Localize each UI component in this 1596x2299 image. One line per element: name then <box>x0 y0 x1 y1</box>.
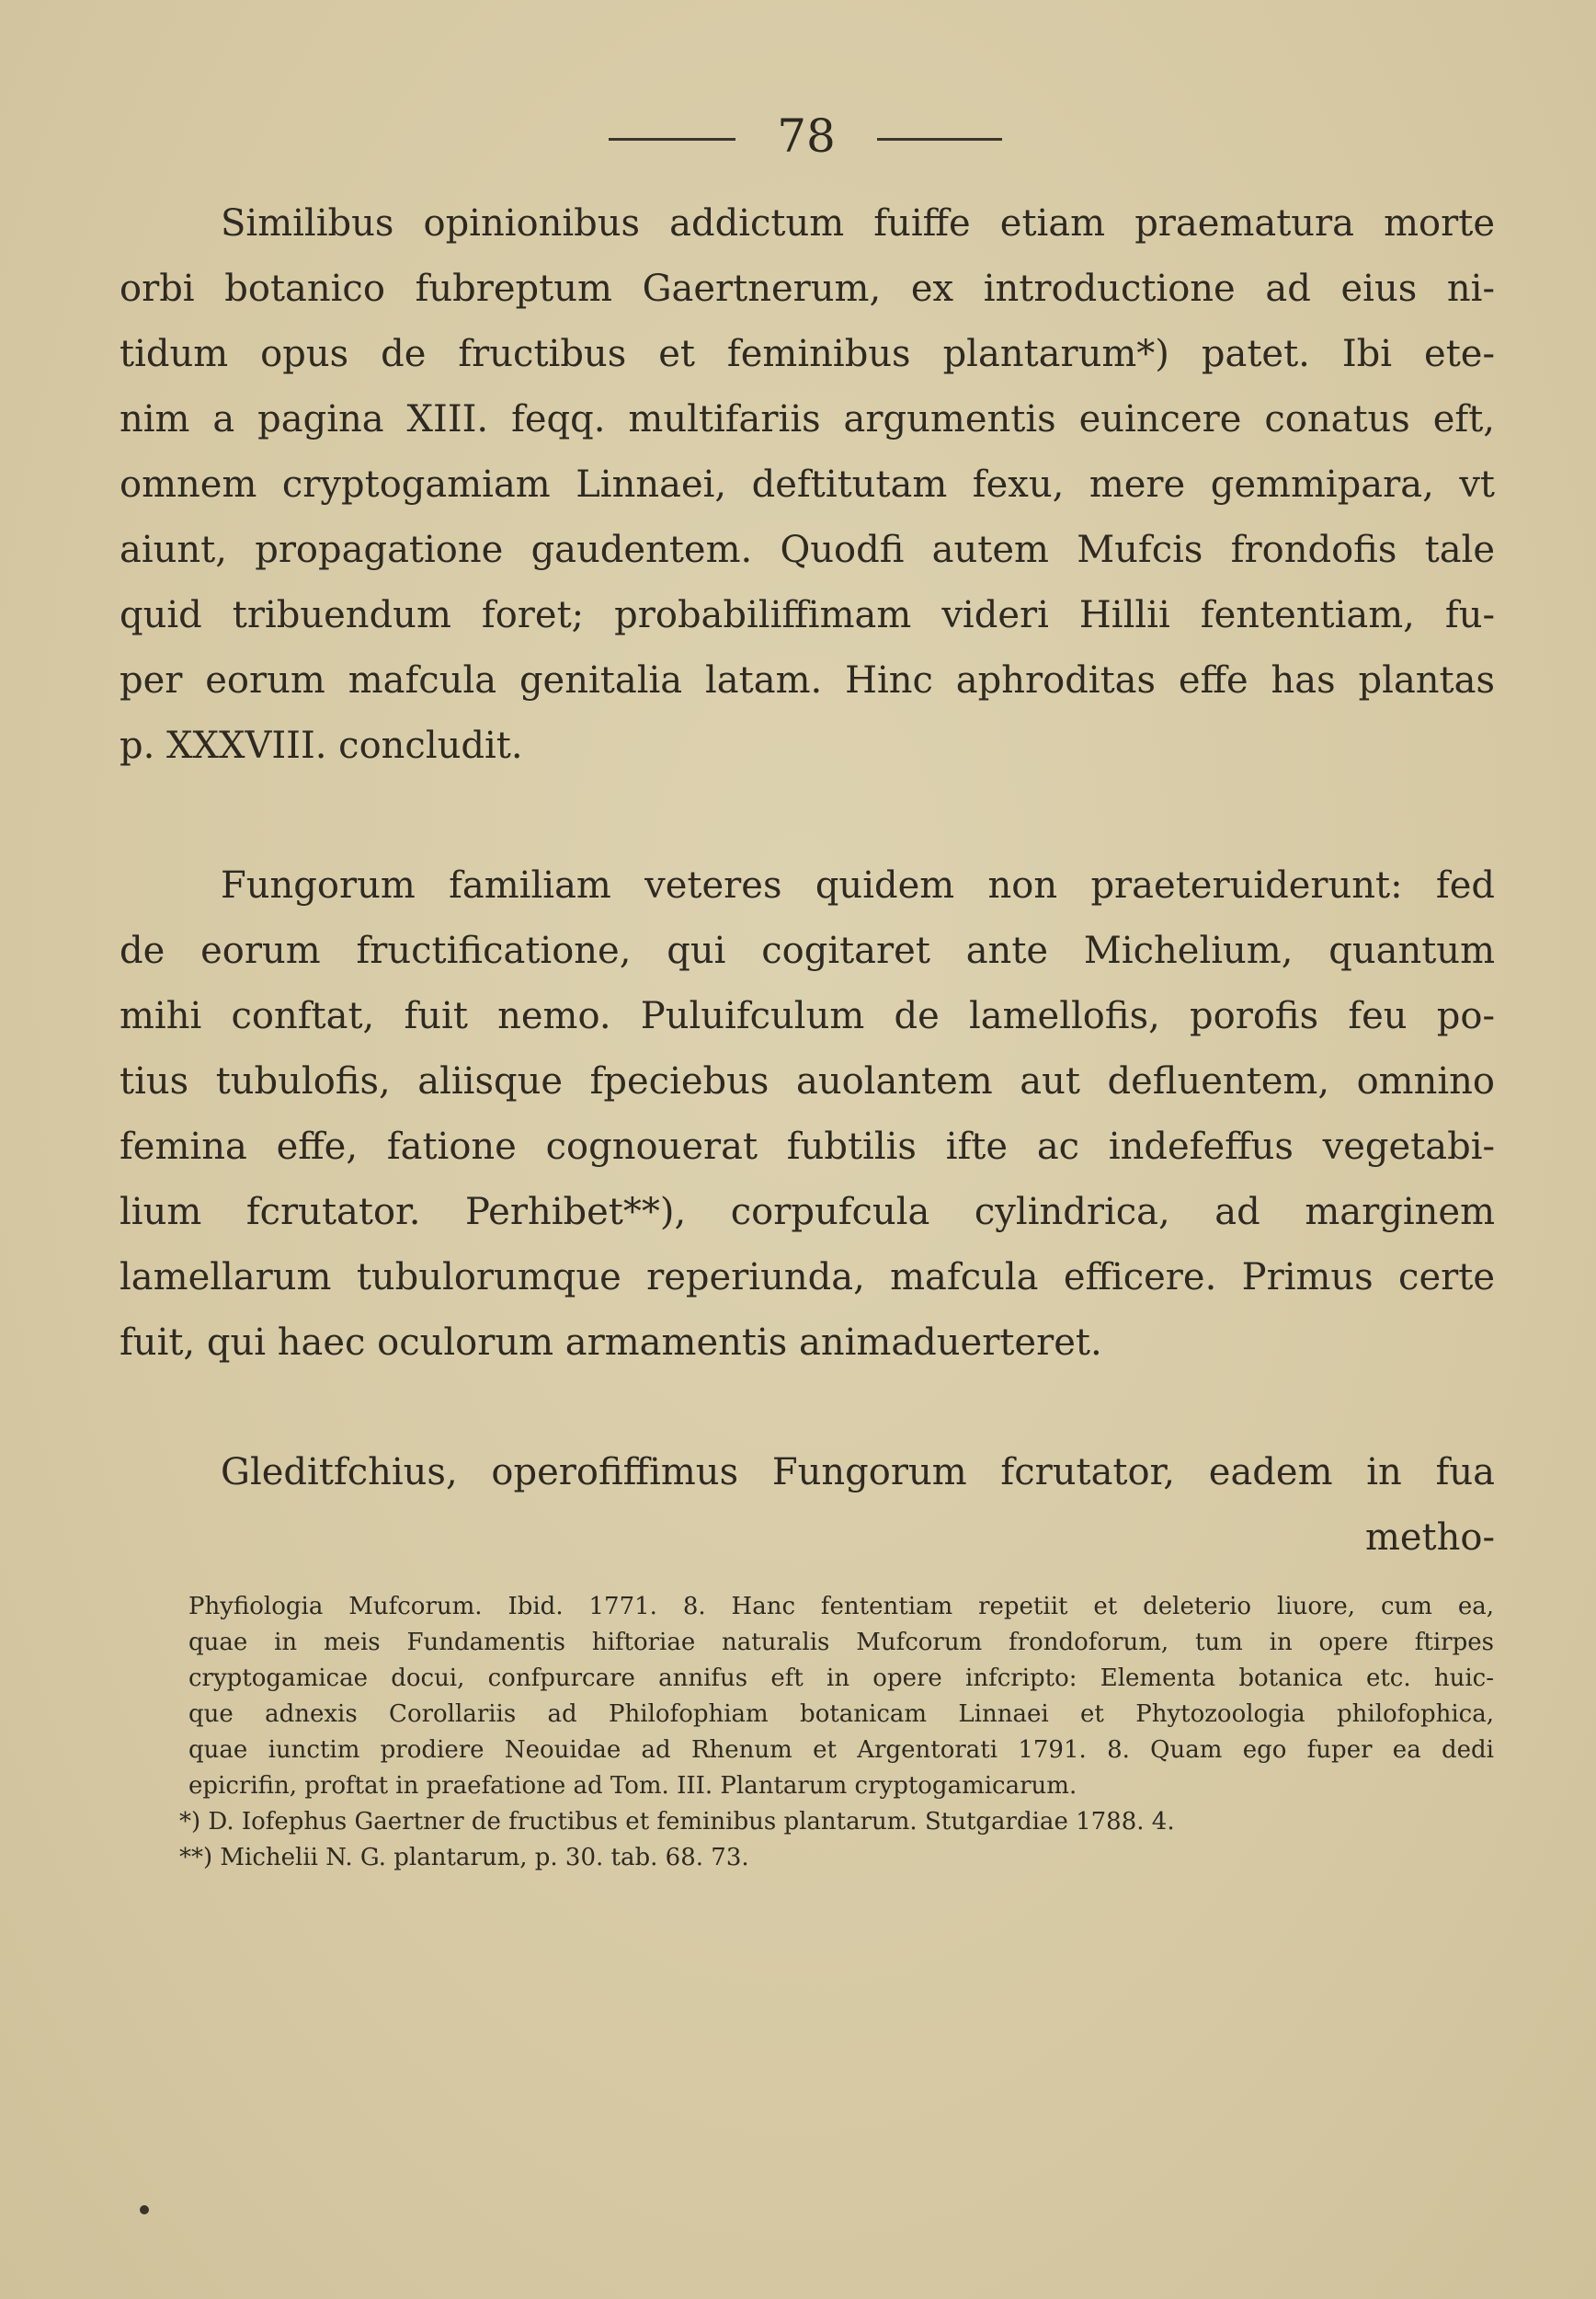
text-line: Similibus opinionibus addictum fuiffe etiam praematura morte <box>221 202 1495 245</box>
catchword: metho- <box>1364 1516 1495 1559</box>
footnote-line: Phyfiologia Mufcorum. Ibid. 1771. 8. Hanc fententiam repetiit et deleterio liuore, cum ea, <box>188 1593 1494 1620</box>
text-line: tius tubulofis, aliisque fpeciebus auolantem aut defluentem, omnino <box>120 1060 1495 1103</box>
text-line: tidum opus de fructibus et feminibus plantarum*) patet. Ibi ete- <box>120 333 1495 375</box>
footnote-michelius: **) Michelii N. G. plantarum, p. 30. tab. 68. 73. <box>179 1844 749 1871</box>
footnotes <box>179 1589 1494 1876</box>
header-rule-right <box>877 138 1002 141</box>
text-line: quid tribuendum foret; probabiliffimam videri Hillii fententiam, fu- <box>120 594 1495 636</box>
text-line: mihi conftat, fuit nemo. Puluifculum de lamellofis, porofis feu po- <box>120 995 1495 1037</box>
page-number: 78 <box>777 109 836 163</box>
footnote-gaertner: *) D. Iofephus Gaertner de fructibus et feminibus plantarum. Stutgardiae 1788. 4. <box>179 1808 1175 1836</box>
text-line: omnem cryptogamiam Linnaei, deftitutam fexu, mere gemmipara, vt <box>120 463 1495 506</box>
text-line: femina effe, fatione cognouerat fubtilis ifte ac indefeffus vegetabi- <box>120 1126 1495 1168</box>
footnote-line: quae in meis Fundamentis hiftoriae naturalis Mufcorum frondoforum, tum in opere ftirpes <box>188 1629 1494 1656</box>
paragraph-gleditschius <box>120 1440 1495 1571</box>
footnote-line: cryptogamicae docui, confpurcare annifus eft in opere infcripto: Elementa botanica etc. huic- <box>188 1664 1494 1692</box>
footnote-line: epicrifin, proftat in praefatione ad Tom. III. Plantarum cryptogamicarum. <box>188 1772 1077 1800</box>
header-rule-left <box>609 138 735 141</box>
text-line: orbi botanico fubreptum Gaertnerum, ex introductione ad eius ni- <box>120 268 1495 310</box>
text-line: aiunt, propagatione gaudentem. Quodfi autem Mufcis frondofis tale <box>120 529 1495 571</box>
text-line: de eorum fructificatione, qui cogitaret ante Michelium, quantum <box>120 930 1495 972</box>
text-line: Gleditfchius, operofiffimus Fungorum fcrutator, eadem in fua <box>221 1451 1495 1493</box>
text-line: lium fcrutator. Perhibet**), corpufcula cylindrica, ad marginem <box>120 1191 1495 1233</box>
ink-speck <box>140 2205 149 2214</box>
text-line: fuit, qui haec oculorum armamentis animaduerteret. <box>120 1321 1102 1364</box>
page-header <box>0 109 1596 164</box>
footnote-line: que adnexis Corollariis ad Philofophiam botanicam Linnaei et Phytozoologia philofophica, <box>188 1700 1494 1728</box>
text-line: Fungorum familiam veteres quidem non praeteruiderunt: fed <box>221 864 1495 907</box>
text-line: nim a pagina XIII. feqq. multifariis argumentis euincere conatus eft, <box>120 398 1495 440</box>
paragraph-fungorum <box>120 853 1495 1376</box>
footnote-line: quae iunctim prodiere Neouidae ad Rhenum et Argentorati 1791. 8. Quam ego fuper ea dedi <box>188 1736 1494 1764</box>
text-line: lamellarum tubulorumque reperiunda, mafcula efficere. Primus certe <box>120 1256 1495 1298</box>
paragraph-gaertner <box>120 191 1495 779</box>
text-line: per eorum mafcula genitalia latam. Hinc aphroditas effe has plantas <box>120 659 1495 702</box>
text-line: p. XXXVIII. concludit. <box>120 725 523 767</box>
